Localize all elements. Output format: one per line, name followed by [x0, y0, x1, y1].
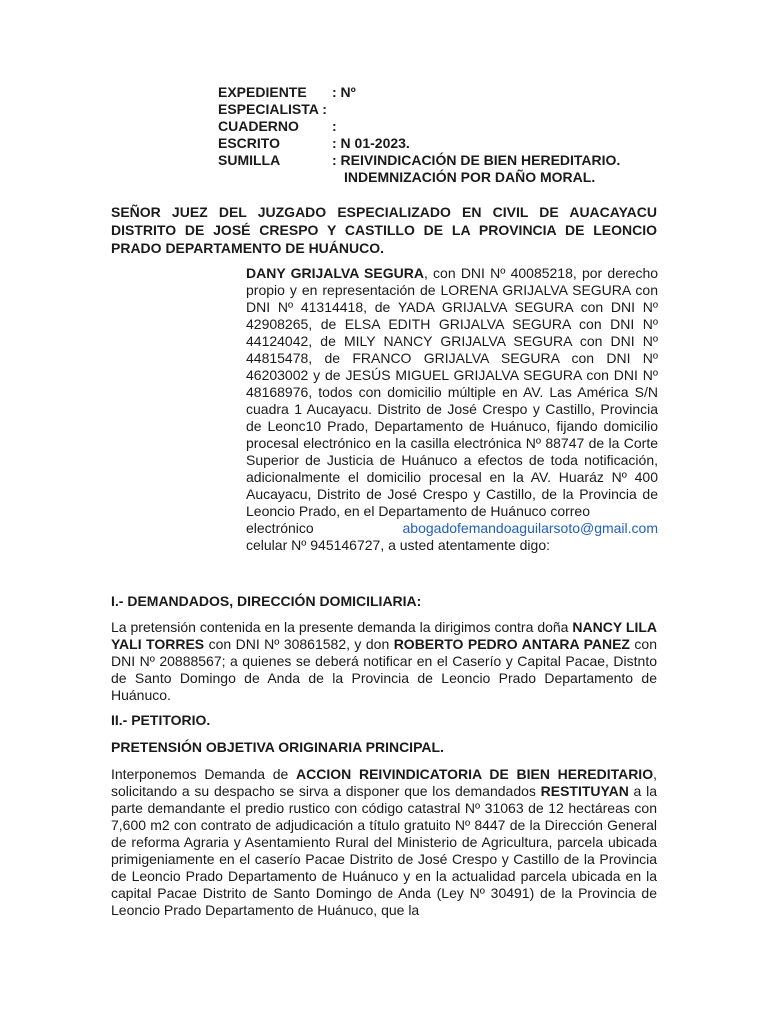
especialista-label: ESPECIALISTA : — [218, 101, 327, 117]
intro-closing: celular Nº 945146727, a usted atentamente digo: — [246, 537, 550, 553]
section1-paragraph — [111, 619, 657, 704]
sumilla-value: : REIVINDICACIÓN DE BIEN HEREDITARIO. — [332, 152, 621, 168]
section2-text-3: a la parte demandante el predio rustico con código catastral Nº 31063 de 12 hectáreas con 7,600 m2 con contrato de adjudicación a título gratuito Nº 8447 de la Dirección General de reforma Agraria y Asentamiento Rural del Ministerio de Agricultura, parcela ubicada primigeniamente en el caserío Pacae Distrito de José Crespo y Castillo de la Provincia de Leoncio Prado Departamento de Huánuco y en la actualidad parcela ubicada en la capital Pacae Distrito de Santo Domingo de Anda (Ley Nº 30491) de la Provincia de Leoncio Prado Departamento de Huánuco, que la — [111, 783, 657, 918]
section1-title: I.- DEMANDADOS, DIRECCIÓN DOMICILIARIA: — [111, 593, 422, 609]
addressee: SEÑOR JUEZ DEL JUZGADO ESPECIALIZADO EN CIVIL DE AUACAYACU DISTRITO DE JOSÉ CRESPO Y CASTILLO DE LA PROVINCIA DE LEONCIO PRADO DEPARTAMENTO DE HUÁNUCO. — [111, 204, 657, 256]
email-label: electrónico — [246, 520, 314, 536]
intro-text: , con DNI Nº 40085218, por derecho propio y en representación de LORENA GRIJALVA SEGURA con DNI Nº 41314418, de YADA GRIJALVA SEGURA con DNI Nº 42908265, de ELSA EDITH GRIJALVA SEGURA con DNI Nº 44124042, de MILY NANCY GRIJALVA SEGURA con DNI Nº 44815478, de FRANCO GRIJALVA SEGURA con DNI Nº 46203002 y de JESÚS MIGUEL GRIJALVA SEGURA con DNI Nº 48168976, todos con domicilio múltiple en AV. Las América S/N cuadra 1 Aucayacu. Distrito de José Crespo y Castillo, Provincia de Leonc10 Prado, Departamento de Huánuco, fijando domicilio procesal electrónico en la casilla electrónica Nº 88747 de la Corte Superior de Justicia de Huánuco a efectos de toda notificación, adicionalmente el domicilio procesal en la AV. Huaráz Nº 400 Aucayacu, Distrito de José Crespo y Castillo, de la Provincia de Leoncio Prado, en el Departamento de Huánuco correo — [246, 265, 659, 519]
sumilla-value-2: INDEMNIZACIÓN POR DAÑO MORAL. — [344, 169, 596, 185]
escrito-label: ESCRITO — [218, 135, 280, 151]
expediente-label: EXPEDIENTE — [218, 84, 307, 100]
petitioner-name: DANY GRIJALVA SEGURA — [246, 265, 424, 281]
section2-text-2: , solicitando a su despacho se sirva a disponer que los demandados — [111, 766, 657, 799]
section2-text-1: Interponemos Demanda de — [111, 766, 297, 782]
intro-paragraph — [246, 265, 658, 554]
defendant-2: ROBERTO PEDRO ANTARA PANEZ — [393, 636, 630, 652]
escrito-value: : N 01-2023. — [332, 135, 410, 151]
cuaderno-value: : — [332, 118, 337, 134]
action-name: ACCION REIVINDICATORIA DE BIEN HEREDITARIO — [296, 766, 654, 782]
restituyan-word: RESTITUYAN — [540, 783, 629, 799]
section2-subtitle: PRETENSIÓN OBJETIVA ORIGINARIA PRINCIPAL. — [111, 739, 444, 755]
section1-text-3: con DNI Nº 20888567; a quienes se deberá notificar en el Caserío y Capital Pacae, Distnto de Santo Domingo de Anda de la Provincia de Leoncio Prado Departamento de Huánuco. — [111, 636, 657, 703]
section2-title: II.- PETITORIO. — [111, 712, 211, 728]
section2-paragraph — [111, 766, 657, 919]
section1-text-2: con DNI Nº 30861582, y don — [204, 636, 394, 652]
section1-text-1: La pretensión contenida en la presente demanda la dirigimos contra doña — [111, 619, 573, 635]
expediente-value: : Nº — [332, 84, 356, 100]
email-link[interactable]: abogadofemandoaguilarsoto@gmail.com — [402, 520, 658, 536]
defendant-1: NANCY LILA YALI TORRES — [111, 619, 658, 652]
sumilla-label: SUMILLA — [218, 152, 281, 168]
cuaderno-label: CUADERNO — [218, 118, 299, 134]
